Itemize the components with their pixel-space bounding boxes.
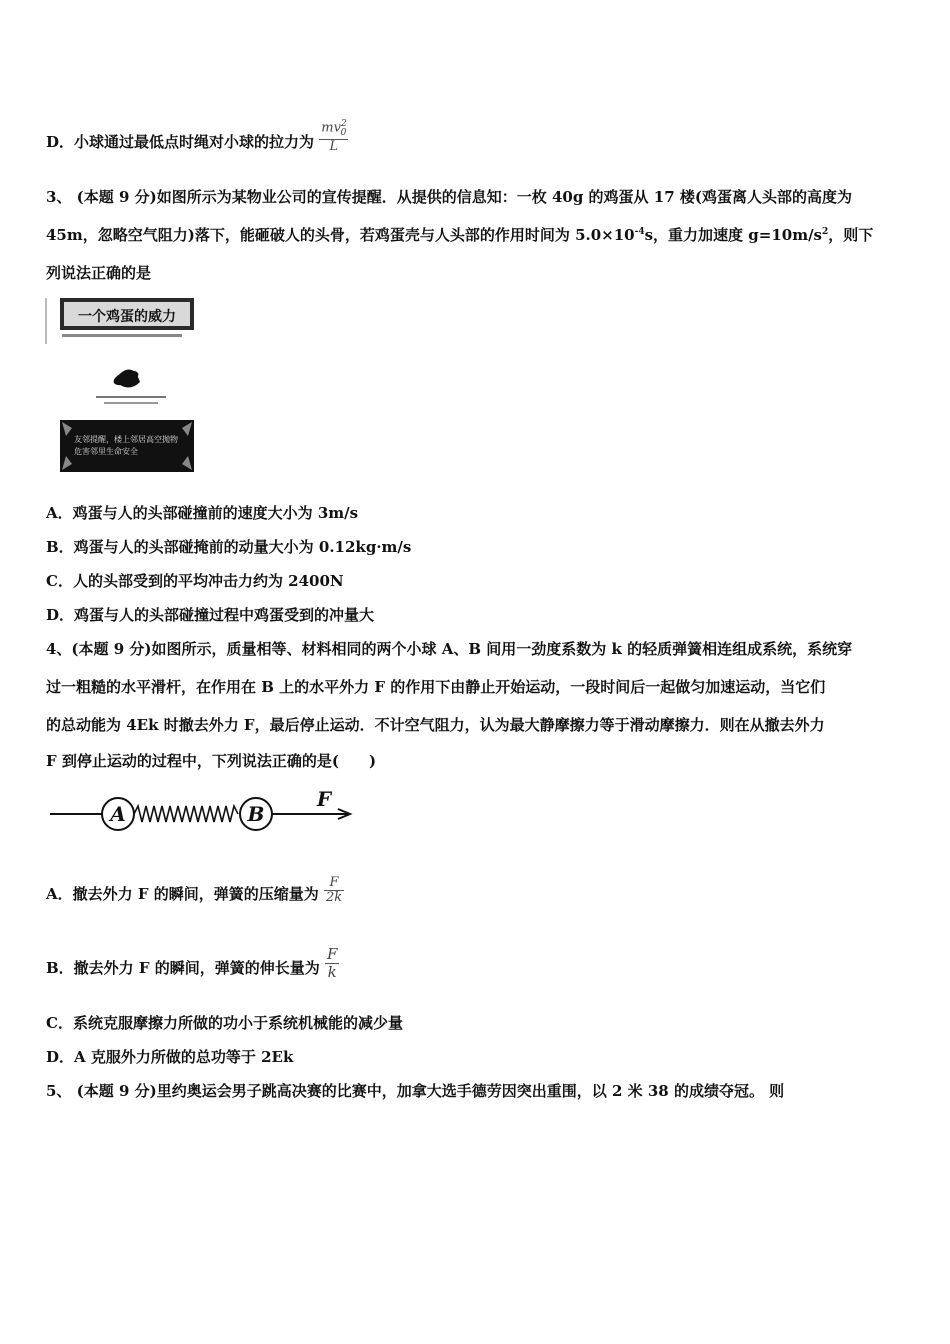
q3-line-2: 45m，忽略空气阻力)落下，能砸破人的头骨，若鸡蛋壳与人头部的作用时间为 $5.0\times 10^{-4}s$，重力加速度 $g=10m/s^2$，则下: [46, 226, 874, 244]
q2-option-d-fraction: $\frac{mv^2_0}{L}$: [321, 119, 347, 154]
egg-poster-image: [44, 296, 196, 476]
q2-option-d: [46, 119, 348, 160]
q2-option-d-text: 小球通过最低点时绳对小球的拉力为: [74, 133, 315, 152]
q4-line-2: 过一粗糙的水平滑杆，在作用在 B 上的水平外力 F 的作用下由静止开始运动，一段时间后一起做匀加速运动，当它们: [46, 678, 826, 696]
q4-option-d: D．A 克服外力所做的总功等于 2Ek: [46, 1048, 294, 1066]
q4-line-4: F 到停止运动的过程中，下列说法正确的是( ): [46, 752, 377, 770]
egg-poster-svg: [44, 296, 196, 476]
q4-line-3: 的总动能为 4Ek 时撤去外力 F，最后停止运动．不计空气阻力，认为最大静摩擦力等于滑动摩擦力．则在从撤去外力: [46, 716, 825, 734]
q2-option-d-label: D．: [46, 133, 75, 152]
poster-title: 一个鸡蛋的威力: [78, 309, 176, 325]
q3-option-a: A．鸡蛋与人的头部碰撞前的速度大小为 3m/s: [46, 504, 359, 522]
spring-figure-svg: [46, 786, 356, 836]
q4-option-a: A．撤去外力 F 的瞬间，弹簧的压缩量为 $\frac{F}{2k}$: [46, 875, 343, 906]
ball-b-label: B: [247, 802, 265, 826]
q3-option-d: D．鸡蛋与人的头部碰撞过程中鸡蛋受到的冲量大: [46, 606, 375, 624]
poster-text: 友邻提醒，楼上邻居高空抛物危害邻里生命安全: [74, 435, 178, 456]
q4-option-b-fraction: $\frac{F}{k}$: [327, 945, 338, 981]
q5-line-1: 5、 (本题 9 分)里约奥运会男子跳高决赛的比赛中，加拿大选手德劳因突出重围，以 2 米 38 的成绩夺冠。 则: [46, 1082, 785, 1100]
q4-option-c: C．系统克服摩擦力所做的功小于系统机械能的减少量: [46, 1014, 403, 1032]
q3-option-c: C．人的头部受到的平均冲击力约为 2400N: [46, 572, 344, 590]
q4-option-b: B．撤去外力 F 的瞬间，弹簧的伸长量为 $\frac{F}{k}$: [46, 945, 338, 981]
q3-line-3: 列说法正确的是: [46, 264, 152, 282]
q4-line-1: 4、(本题 9 分)如图所示，质量相等、材料相同的两个小球 A、B 间用一劲度系数为 k 的轻质弹簧相连组成系统，系统穿: [46, 640, 853, 658]
ball-a-label: A: [110, 802, 126, 826]
q4-option-a-fraction: $\frac{F}{2k}$: [325, 875, 343, 906]
q3-option-b: B．鸡蛋与人的头部碰掩前的动量大小为 0.12kg·m/s: [46, 538, 412, 556]
spring-figure: [46, 786, 356, 836]
spring: [134, 806, 238, 822]
force-label: F: [316, 787, 332, 811]
q3-line-1: 3、 (本题 9 分)如图所示为某物业公司的宣传提醒．从提供的信息知：一枚 40g 的鸡蛋从 17 楼(鸡蛋离人头部的高度为: [46, 188, 852, 206]
